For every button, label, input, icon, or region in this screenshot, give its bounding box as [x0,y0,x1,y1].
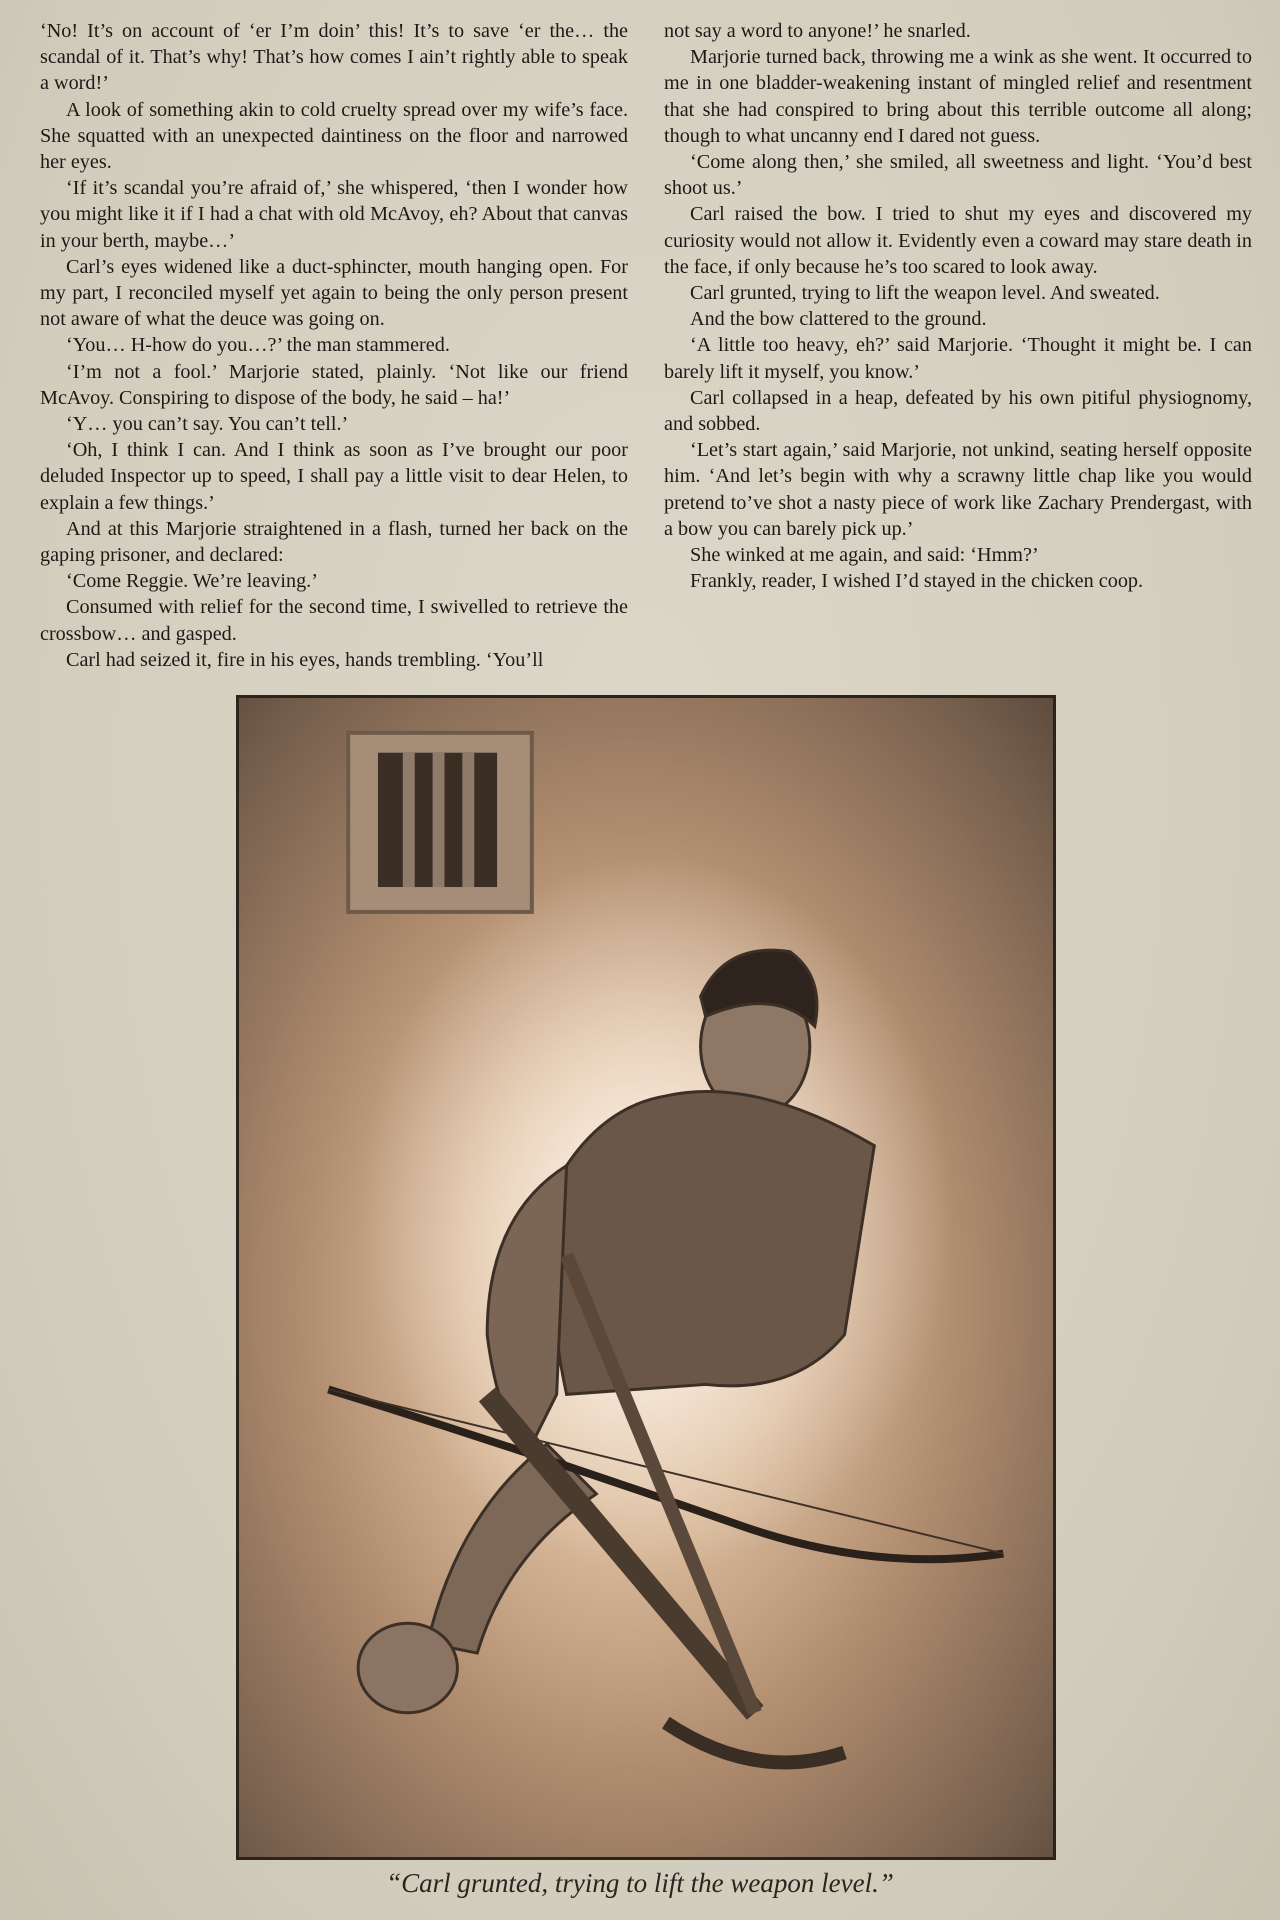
paragraph: ‘A little too heavy, eh?’ said Marjorie. ‘Thought it might be. I can barely lift it myself, you know.’ [664,334,1252,383]
paragraph: A look of something akin to cold cruelty spread over my wife’s face. She squatted with an unexpected daintiness on the floor and narrowed her eyes. [40,98,628,174]
paragraph: Carl raised the bow. I tried to shut my eyes and discovered my curiosity would not allow it. Evidently even a coward may stare death in the face, if only because he’s too scared to look away. [664,203,1252,278]
paragraph: Frankly, reader, I wished I’d stayed in the chicken coop. [690,570,1144,593]
text-columns [40,18,1252,678]
left-column [40,18,628,678]
paragraph: Consumed with relief for the second time, I swivelled to retrieve the crossbow… and gasped. [40,596,628,645]
paragraph: Carl’s eyes widened like a duct-sphincter, mouth hanging open. For my part, I reconciled myself yet again to being the only person present not aware of what the deuce was going on. [40,255,628,331]
barred-window [348,733,532,912]
paragraph: Marjorie turned back, throwing me a wink as she went. It occurred to me in one bladder-weakening instant of mingled relief and resentment that she had conspired to bring about this terrible outcome all along; though to what uncanny end I dared not guess. [664,46,1252,147]
paragraph: And at this Marjorie straightened in a flash, turned her back on the gaping prisoner, and declared: [40,517,628,567]
paragraph: ‘I’m not a fool.’ Marjorie stated, plainly. ‘Not like our friend McAvoy. Conspiring to dispose of the body, he said – ha!’ [40,360,628,409]
paragraph: ‘Come along then,’ she smiled, all sweetness and light. ‘You’d best shoot us.’ [664,151,1252,200]
paragraph: ‘Come Reggie. We’re leaving.’ [66,570,318,593]
paragraph: ‘If it’s scandal you’re afraid of,’ she whispered, ‘then I wonder how you might like it if I had a chat with old McAvoy, eh? About that canvas in your berth, maybe…’ [40,177,628,252]
illustration-caption: “Carl grunted, trying to lift the weapon level.” [386,1868,894,1898]
paragraph: ‘You… H-how do you…?’ the man stammered. [66,334,450,357]
prisoner-crossbow-illustration [239,698,1053,1857]
paragraph: She winked at me again, and said: ‘Hmm?’ [690,544,1039,567]
paragraph: ‘Oh, I think I can. And I think as soon as I’ve brought our poor deluded Inspector up to speed, I shall pay a little visit to dear Helen, to explain a few things.’ [40,439,628,514]
illustration [236,695,1056,1860]
paragraph: ‘No! It’s on account of ‘er I’m doin’ this! It’s to save ‘er the… the scandal of it. That’s why! That’s how comes I ain’t rightly able to speak a word!’ [40,20,628,95]
paragraph: Carl grunted, trying to lift the weapon level. And sweated. [690,282,1160,305]
paragraph: ‘Y… you can’t say. You can’t tell.’ [66,413,349,436]
paragraph: Carl had seized it, fire in his eyes, hands trembling. ‘You’ll [66,648,544,671]
paragraph: Carl collapsed in a heap, defeated by his own pitiful physiognomy, and sobbed. [664,386,1252,436]
paragraph: not say a word to anyone!’ he snarled. [664,20,971,42]
paragraph: And the bow clattered to the ground. [690,308,987,331]
right-column [664,18,1252,678]
paragraph: ‘Let’s start again,’ said Marjorie, not unkind, seating herself opposite him. ‘And let’s begin with why a scrawny little chap like you would pretend to’ve shot a nasty piece of work like Zachary Prendergast, with a bow you can barely pick up.’ [664,439,1252,540]
